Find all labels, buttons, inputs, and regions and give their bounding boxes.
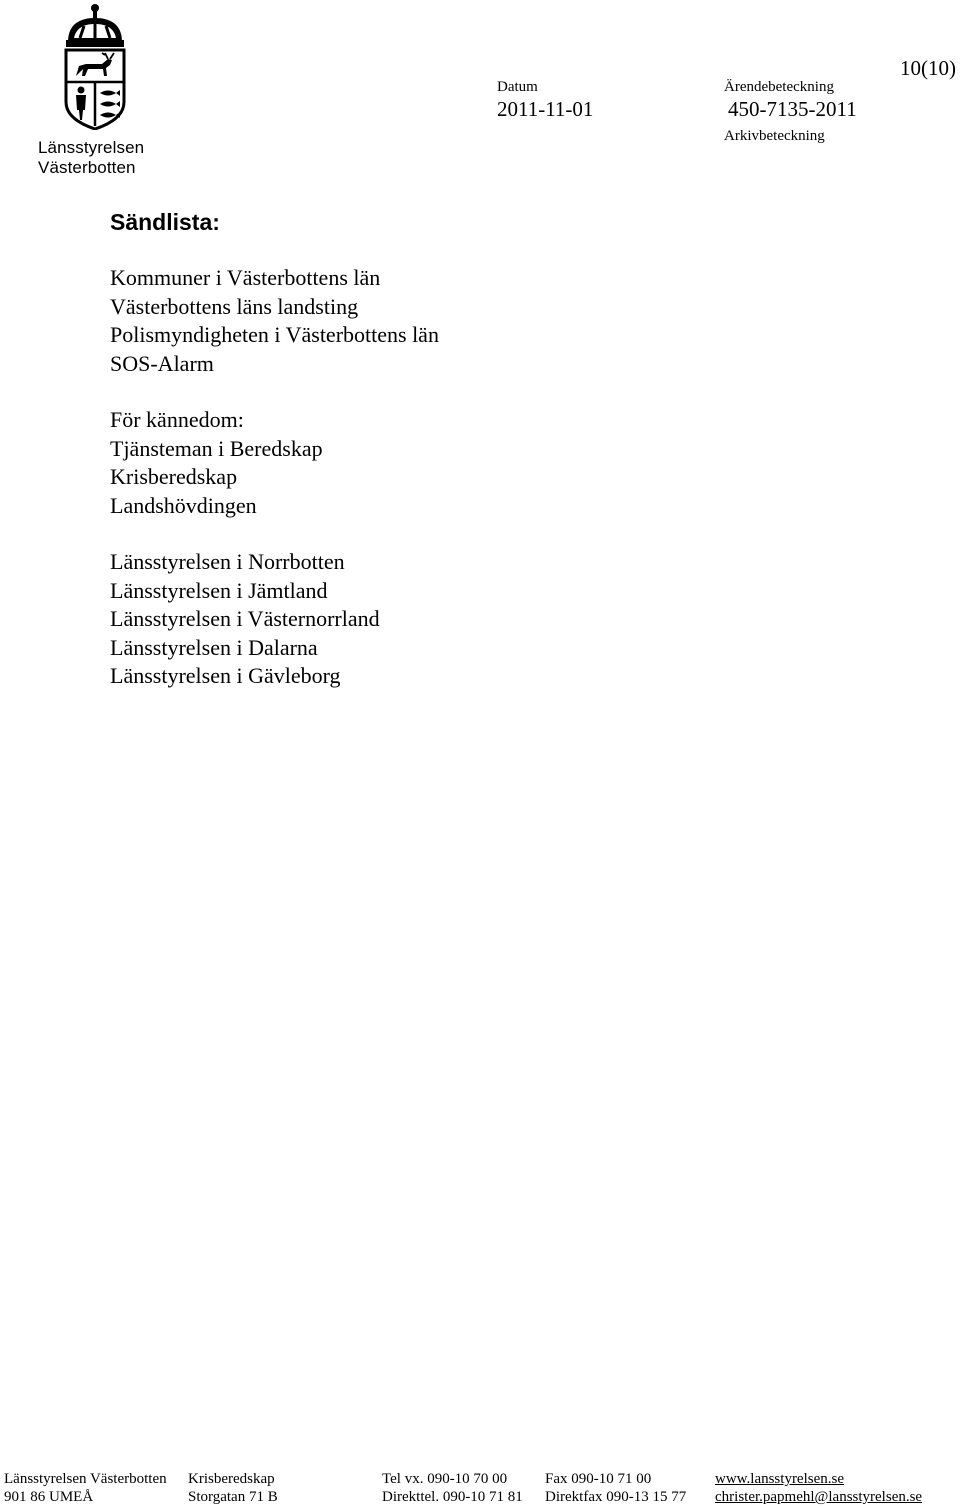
list-item: Västerbottens läns landsting <box>110 293 359 319</box>
list-item: Länsstyrelsen i Norrbotten <box>110 549 345 574</box>
footer-direct-fax: Direktfax 090-13 15 77 <box>545 1489 687 1505</box>
footer-tel: Tel vx. 090-10 70 00 <box>382 1471 508 1487</box>
list-item: Tjänsteman i Beredskap <box>110 435 323 461</box>
footer-fax <box>545 1470 686 1506</box>
footer-org: Länsstyrelsen Västerbotten <box>4 1471 167 1487</box>
org-name-line1: Länsstyrelsen <box>38 138 145 157</box>
footer-phone <box>382 1470 523 1506</box>
logo <box>38 2 158 178</box>
coat-of-arms-icon <box>60 2 130 130</box>
list-item: Polismyndigheten i Västerbottens län <box>110 322 439 347</box>
footer-street: Storgatan 71 B <box>188 1489 278 1505</box>
page-title: Sändlista: <box>110 209 220 235</box>
footer-address <box>4 1470 167 1506</box>
case-number-value: 450-7135-2011 <box>728 97 857 121</box>
list-item: För kännedom: <box>110 407 244 432</box>
case-number-label: Ärendebeteckning <box>724 79 834 95</box>
org-name-line2: Västerbotten <box>38 158 136 177</box>
list-item: Länsstyrelsen i Jämtland <box>110 577 328 603</box>
list-item: Länsstyrelsen i Västernorrland <box>110 606 380 631</box>
archive-label: Arkivbeteckning <box>724 128 825 144</box>
list-item: Krisberedskap <box>110 464 238 489</box>
org-name <box>38 138 158 178</box>
list-item: Länsstyrelsen i Gävleborg <box>110 663 341 688</box>
footer-web <box>715 1470 922 1506</box>
recipient-group-info <box>110 406 323 520</box>
list-item: SOS-Alarm <box>110 350 214 376</box>
page-number: 10(10) <box>900 56 956 80</box>
footer-postal: 901 86 UMEÅ <box>4 1489 94 1505</box>
footer-direct-tel: Direkttel. 090-10 71 81 <box>382 1489 523 1505</box>
date-label: Datum <box>497 79 538 95</box>
footer-department <box>188 1470 278 1506</box>
recipient-group-counties <box>110 548 380 691</box>
list-item: Landshövdingen <box>110 492 257 518</box>
footer <box>4 1470 960 1508</box>
footer-fax-number: Fax 090-10 71 00 <box>545 1471 652 1487</box>
website-link[interactable]: www.lansstyrelsen.se <box>715 1471 845 1487</box>
recipient-group-primary <box>110 264 439 378</box>
list-item: Kommuner i Västerbottens län <box>110 265 381 290</box>
date-value: 2011-11-01 <box>497 97 594 121</box>
list-item: Länsstyrelsen i Dalarna <box>110 634 318 660</box>
email-link[interactable]: christer.papmehl@lansstyrelsen.se <box>715 1489 923 1505</box>
footer-unit: Krisberedskap <box>188 1471 275 1487</box>
